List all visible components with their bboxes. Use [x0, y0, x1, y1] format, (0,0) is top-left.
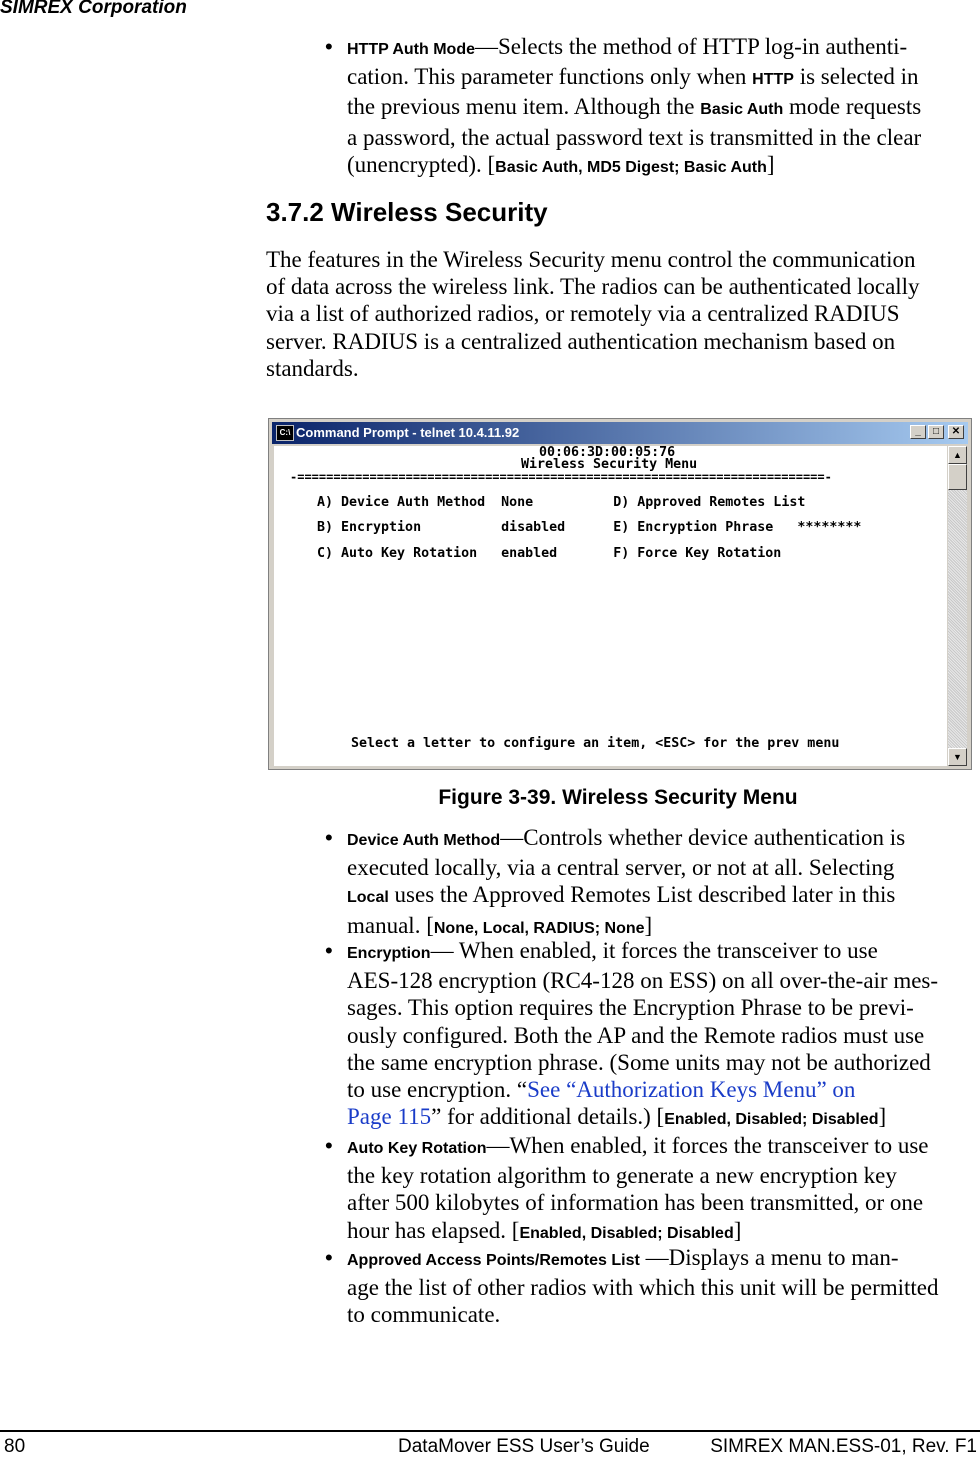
text: hour has elapsed. [ [347, 1217, 520, 1243]
bullet-http-auth-mode [325, 33, 977, 181]
menu-row-a-d: A) Device Auth Method None D) Approved Remotes List [317, 495, 806, 510]
text: ] [644, 912, 653, 938]
text: to communicate. [347, 1302, 501, 1328]
mac-address: 00:06:3D:00:05:76 [539, 445, 676, 460]
text: — When enabled, it forces the transceiver to use [430, 938, 878, 963]
menu-divider: -=========================================================================- [290, 470, 832, 484]
text: cation. This parameter functions only when [347, 64, 753, 90]
text: is selected in [793, 64, 919, 90]
menu-title: Wireless Security Menu [521, 457, 698, 472]
vertical-scrollbar[interactable] [948, 446, 967, 766]
text: to use encryption. “ [347, 1077, 528, 1103]
para-line: of data across the wireless link. The radios can be authenticated locally [266, 274, 920, 300]
section-paragraph [266, 246, 978, 382]
para-line: standards. [266, 355, 359, 381]
menu-row-c-f: C) Auto Key Rotation enabled F) Force Key Rotation [317, 546, 782, 561]
bullet-dot: • [325, 1133, 333, 1158]
minimize-button[interactable]: _ [910, 425, 926, 439]
text: —Selects the method of HTTP log-in authenti- [474, 34, 908, 59]
term: Device Auth Method [347, 832, 501, 849]
term: Encryption [347, 945, 431, 962]
cross-reference-link[interactable]: See “Authorization Keys Menu” on [527, 1077, 856, 1103]
page-number: 80 [4, 1436, 26, 1457]
text: a password, the actual password text is transmitted in the clear [347, 124, 922, 150]
scroll-thumb[interactable] [948, 464, 967, 490]
section-heading: 3.7.2 Wireless Security [266, 197, 548, 227]
text: ” for additional details.) [ [431, 1104, 665, 1130]
menu-prompt: Select a letter to configure an item, <ESC> for the prev menu [351, 736, 840, 751]
para-line: The features in the Wireless Security menu control the communication [266, 247, 916, 272]
bullet-dot: • [325, 938, 333, 963]
keyword: Local [347, 889, 389, 907]
window-title: Command Prompt - telnet 10.4.11.92 [296, 425, 520, 440]
term: Auto Key Rotation [347, 1140, 487, 1157]
document-number: SIMREX MAN.ESS-01, Rev. F1 [710, 1436, 977, 1457]
text: ] [878, 1104, 887, 1130]
para-line: server. RADIUS is a centralized authentication mechanism based on [266, 328, 896, 354]
keyword: Basic Auth [700, 101, 784, 119]
page-reference-link[interactable]: Page 115 [347, 1104, 432, 1130]
bullet-device-auth-method [325, 824, 977, 942]
text: uses the Approved Remotes List described later in this [388, 882, 896, 908]
text: ] [733, 1217, 742, 1243]
terminal-screen [274, 446, 947, 766]
options: Basic Auth, MD5 Digest; Basic Auth [495, 158, 767, 176]
term: HTTP Auth Mode [347, 41, 475, 58]
close-button[interactable]: ✕ [948, 425, 964, 439]
text: manual. [ [347, 912, 434, 938]
bullet-dot: • [325, 825, 333, 850]
menu-row-b-e: B) Encryption disabled E) Encryption Phrase ******** [317, 520, 862, 535]
terminal-window [268, 418, 972, 770]
text: sages. This option requires the Encryption Phrase to be previ- [347, 995, 914, 1021]
text: age the list of other radios with which this unit will be permitted [347, 1275, 939, 1301]
text: ously configured. Both the AP and the Remote radios must use [347, 1022, 925, 1048]
text: —Displays a menu to man- [639, 1245, 899, 1270]
para-line: via a list of authorized radios, or remotely via a centralized RADIUS [266, 301, 900, 327]
text: the key rotation algorithm to generate a new encryption key [347, 1163, 897, 1189]
terminal-titlebar [272, 422, 968, 444]
guide-title: DataMover ESS User’s Guide [398, 1436, 650, 1457]
bullet-dot: • [325, 1245, 333, 1270]
text: (unencrypted). [ [347, 151, 496, 177]
text: executed locally, via a central server, or not at all. Selecting [347, 855, 895, 881]
text: —When enabled, it forces the transceiver to use [486, 1133, 929, 1158]
text: the same encryption phrase. (Some units may not be authorized [347, 1049, 931, 1075]
maximize-button[interactable]: □ [928, 425, 944, 439]
term: Approved Access Points/Remotes List [347, 1252, 640, 1269]
options: Enabled, Disabled; Disabled [519, 1224, 734, 1242]
keyword: HTTP [752, 71, 794, 89]
scroll-down-button[interactable]: ▼ [948, 748, 967, 766]
text: after 500 kilobytes of information has been transmitted, or one [347, 1190, 924, 1216]
options: None, Local, RADIUS; None [433, 919, 645, 937]
running-header: SIMREX Corporation [0, 0, 187, 18]
bullet-encryption [325, 937, 977, 1133]
footer-divider [0, 1430, 980, 1432]
text: AES-128 encryption (RC4-128 on ESS) on all over-the-air mes- [347, 968, 939, 994]
bullet-auto-key-rotation [325, 1132, 977, 1247]
command-prompt-icon: C:\ [276, 425, 294, 441]
bullet-dot: • [325, 34, 333, 59]
scroll-up-button[interactable]: ▲ [948, 446, 967, 464]
text: —Controls whether device authentication is [500, 825, 906, 850]
text: the previous menu item. Although the [347, 94, 701, 120]
bullet-approved-list [325, 1244, 977, 1329]
figure-caption: Figure 3-39. Wireless Security Menu [438, 786, 798, 809]
text: ] [766, 151, 775, 177]
options: Enabled, Disabled; Disabled [664, 1111, 879, 1129]
text: mode requests [783, 94, 922, 120]
